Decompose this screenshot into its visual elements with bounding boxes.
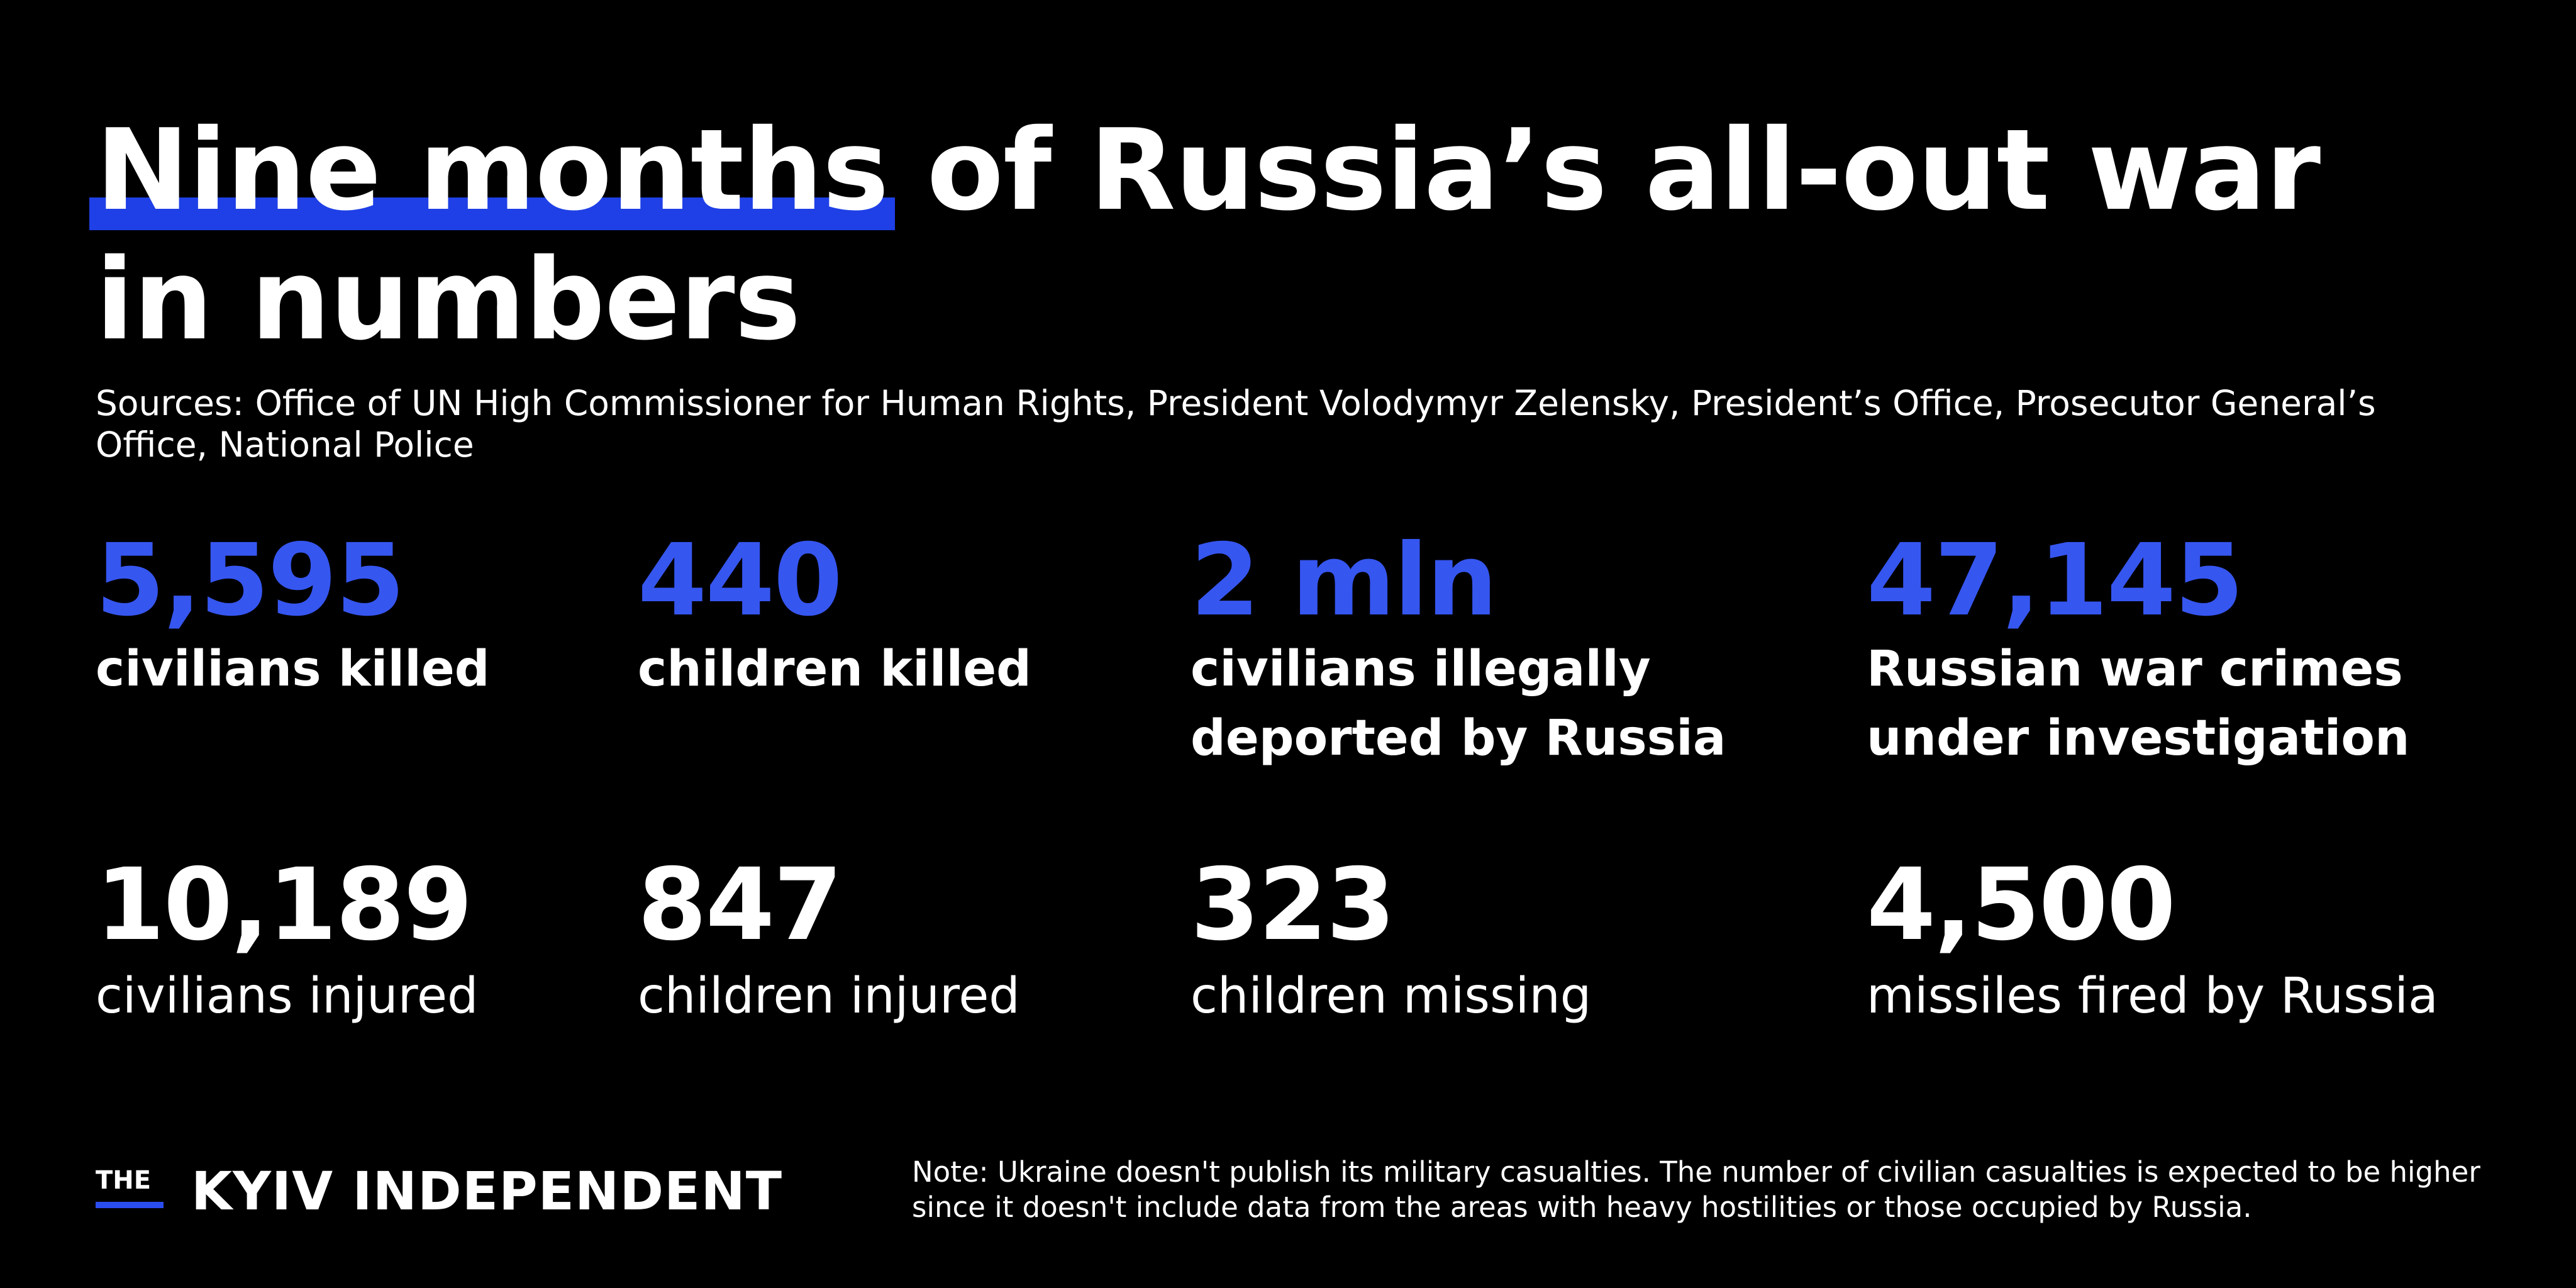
logo-name: KYIV INDEPENDENT xyxy=(191,1160,783,1222)
stat-label: missiles fired by Russia xyxy=(1867,968,2438,1024)
stat-label-line2: deported by Russia xyxy=(1191,710,1726,767)
stat-missiles-fired xyxy=(1867,847,2438,1030)
stat-value: 5,595 xyxy=(96,523,404,638)
stat-label: children killed xyxy=(638,641,1031,697)
stat-value: 847 xyxy=(638,847,841,963)
kyiv-independent-logo xyxy=(96,1160,782,1223)
stat-civilians-deported xyxy=(1191,523,1726,772)
logo-the: THE xyxy=(96,1168,165,1208)
stat-value: 2 mln xyxy=(1191,523,1497,638)
stat-label: children missing xyxy=(1191,968,1592,1024)
stat-label-line2: under investigation xyxy=(1867,710,2410,767)
stat-civilians-injured xyxy=(96,847,479,1030)
headline-highlight: Nine months xyxy=(96,105,889,235)
stat-children-killed xyxy=(638,523,1031,703)
headline-rest: of Russia’s all-out war in numbers xyxy=(96,105,2321,365)
footnote: Note: Ukraine doesn't publish its military casualties. The number of civilian casualties is expected to be higher since it doesn't include data from the areas with heavy hostilities or those occupied by Russia. xyxy=(912,1155,2480,1224)
stat-civilians-killed xyxy=(96,523,490,703)
stat-label: children injured xyxy=(638,968,1020,1024)
stat-children-missing xyxy=(1191,847,1592,1030)
stat-value: 10,189 xyxy=(96,847,472,963)
stat-label-line1: Russian war crimes xyxy=(1867,641,2403,697)
stat-value: 323 xyxy=(1191,847,1394,963)
headline xyxy=(96,106,2473,365)
stat-label: civilians killed xyxy=(96,641,490,697)
stat-children-injured xyxy=(638,847,1020,1030)
stat-label: civilians injured xyxy=(96,968,479,1024)
stat-value: 440 xyxy=(638,523,841,638)
stat-war-crimes xyxy=(1867,523,2410,772)
stat-label-line1: civilians illegally xyxy=(1191,641,1651,697)
stat-value: 4,500 xyxy=(1867,847,2175,963)
stat-value: 47,145 xyxy=(1867,523,2243,638)
sources-line: Sources: Office of UN High Commissioner for Human Rights, President Volodymyr Zelensky, President’s Office, Prosecutor General’s Office, National Police xyxy=(96,383,2376,465)
